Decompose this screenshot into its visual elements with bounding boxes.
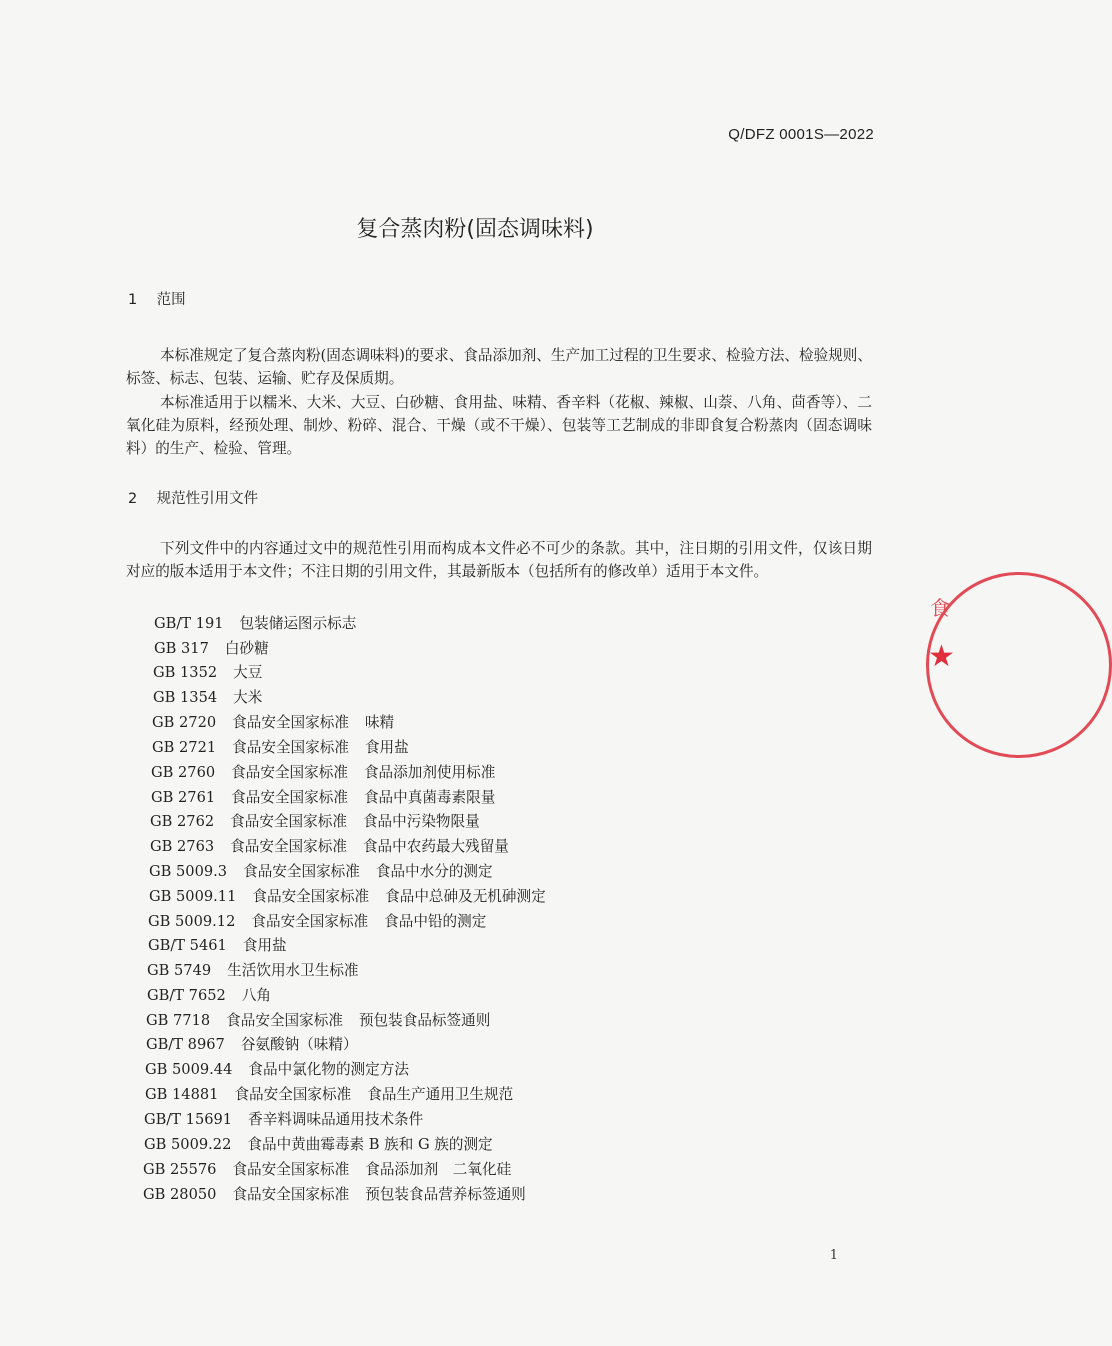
reference-title: 谷氨酸钠（味精） (240, 1036, 358, 1053)
reference-title: 食品安全国家标准 (232, 1161, 350, 1178)
reference-code: GB 317 (154, 640, 209, 657)
reference-item (154, 637, 269, 658)
reference-subtitle: 食用盐 (364, 739, 409, 756)
reference-item (150, 835, 509, 856)
reference-code: GB 2721 (152, 739, 217, 756)
document-title: 复合蒸肉粉(固态调味料) (356, 217, 594, 242)
section-2-paragraph: 下列文件中的内容通过文中的规范性引用而构成本文件必不可少的条款。其中，注日期的引用文件，仅该日期对应的版本适用于本文件；不注日期的引用文件，其最新版本（包括所有的修改单）适用于本文件。 (126, 540, 872, 580)
reference-code: GB 5749 (147, 962, 212, 979)
reference-subtitle: 食品中水分的测定 (375, 863, 493, 880)
reference-subtitle: 食品添加剂 二氧化硅 (365, 1161, 512, 1178)
section-2-title: 规范性引用文件 (156, 491, 259, 507)
reference-subtitle: 食品生产通用卫生规范 (367, 1086, 514, 1103)
section-1-paragraph-2: 本标准适用于以糯米、大米、大豆、白砂糖、食用盐、味精、香辛料（花椒、辣椒、山萘、八角、茴香等）、二氧化硅为原料，经预处理、制炒、粉碎、混合、干燥（或不干燥）、包装等工艺制成的非即食复合粉蒸肉（固态调味料）的生产、检验、管理。 (126, 394, 872, 457)
reference-title: 食品安全国家标准 (252, 888, 370, 905)
reference-subtitle: 食品中真菌毒素限量 (363, 789, 496, 806)
reference-title: 食品安全国家标准 (232, 739, 349, 756)
reference-title: 大米 (233, 689, 263, 706)
reference-title: 食品安全国家标准 (234, 1086, 352, 1103)
reference-code: GB 1352 (153, 664, 218, 681)
section-1-heading (128, 288, 186, 309)
reference-item (145, 1083, 513, 1104)
reference-title: 食品中黄曲霉毒素 B 族和 G 族的测定 (247, 1136, 493, 1153)
reference-title: 食品安全国家标准 (226, 1012, 343, 1029)
reference-code: GB 5009.44 (145, 1061, 233, 1078)
reference-title: 食品安全国家标准 (232, 714, 349, 731)
reference-title: 食品安全国家标准 (231, 764, 348, 781)
reference-code: GB 1354 (153, 689, 218, 706)
section-1-paragraph-1: 本标准规定了复合蒸肉粉(固态调味料)的要求、食品添加剂、生产加工过程的卫生要求、检验方法、检验规则、标签、标志、包装、运输、贮存及保质期。 (126, 347, 872, 387)
reference-item (153, 661, 262, 682)
reference-item (144, 1108, 423, 1129)
reference-title: 食用盐 (242, 937, 287, 954)
reference-title: 食品安全国家标准 (232, 1186, 350, 1203)
reference-code: GB 2760 (151, 764, 216, 781)
reference-code: GB 2720 (152, 714, 217, 731)
reference-item (152, 711, 394, 732)
star-icon: ★ (928, 639, 955, 674)
reference-code: GB 5009.12 (148, 913, 236, 930)
reference-title: 大豆 (233, 664, 263, 681)
reference-subtitle: 味精 (364, 714, 395, 731)
reference-code: GB 5009.3 (149, 863, 228, 880)
reference-code: GB/T 191 (154, 615, 224, 632)
reference-item (148, 910, 486, 931)
reference-item (152, 736, 409, 757)
reference-item (149, 885, 546, 906)
reference-code: GB 5009.22 (144, 1136, 232, 1153)
reference-item (146, 1009, 490, 1030)
section-2-heading (128, 487, 258, 508)
section-1-title: 范围 (156, 292, 186, 308)
reference-item (149, 860, 493, 881)
reference-title: 白砂糖 (224, 640, 269, 657)
reference-item (148, 934, 287, 955)
reference-item (154, 612, 356, 633)
red-seal-stamp (926, 572, 955, 762)
reference-title: 食品中氯化物的测定方法 (248, 1061, 409, 1078)
reference-title: 八角 (241, 987, 272, 1004)
reference-subtitle: 食品中总砷及无机砷测定 (385, 888, 546, 905)
reference-item (143, 1158, 511, 1179)
reference-item (151, 786, 495, 807)
reference-title: 包装储运图示标志 (239, 615, 357, 632)
reference-title: 生活饮用水卫生标准 (227, 962, 359, 979)
reference-code: GB 5009.11 (149, 888, 237, 905)
reference-item (147, 984, 271, 1005)
reference-subtitle: 食品添加剂使用标准 (363, 764, 496, 781)
reference-subtitle: 预包装食品营养标签通则 (365, 1186, 526, 1203)
reference-subtitle: 食品中污染物限量 (362, 813, 480, 830)
reference-item (146, 1033, 358, 1054)
reference-code: GB 2762 (150, 813, 215, 830)
reference-title: 食品安全国家标准 (251, 913, 369, 930)
reference-title: 食品安全国家标准 (243, 863, 360, 880)
reference-title: 食品安全国家标准 (230, 813, 347, 830)
section-2-number: 2 (128, 491, 138, 507)
reference-code: GB 14881 (145, 1086, 219, 1103)
reference-item (150, 810, 480, 831)
reference-subtitle: 预包装食品标签通则 (358, 1012, 491, 1029)
reference-code: GB 2761 (151, 789, 216, 806)
reference-code: GB 7718 (146, 1012, 211, 1029)
document-code: Q/DFZ 0001S—2022 (728, 126, 874, 143)
reference-title: 香辛料调味品通用技术条件 (248, 1111, 424, 1128)
reference-subtitle: 食品中铅的测定 (384, 913, 487, 930)
reference-title: 食品安全国家标准 (231, 789, 348, 806)
reference-subtitle: 食品中农药最大残留量 (362, 838, 509, 855)
reference-title: 食品安全国家标准 (230, 838, 347, 855)
reference-code: GB/T 7652 (147, 987, 226, 1004)
reference-item (147, 959, 359, 980)
seal-character: 食 (930, 596, 950, 620)
reference-item (145, 1058, 409, 1079)
reference-item (144, 1133, 493, 1154)
reference-code: GB 28050 (143, 1186, 217, 1203)
reference-item (151, 761, 495, 782)
page-number: 1 (829, 1248, 838, 1263)
reference-code: GB 25576 (143, 1161, 217, 1178)
reference-code: GB/T 8967 (146, 1036, 225, 1053)
reference-code: GB 2763 (150, 838, 215, 855)
section-1-number: 1 (128, 292, 138, 308)
reference-item (153, 686, 262, 707)
reference-item (143, 1183, 526, 1204)
reference-code: GB/T 5461 (148, 937, 227, 954)
reference-code: GB/T 15691 (144, 1111, 233, 1128)
